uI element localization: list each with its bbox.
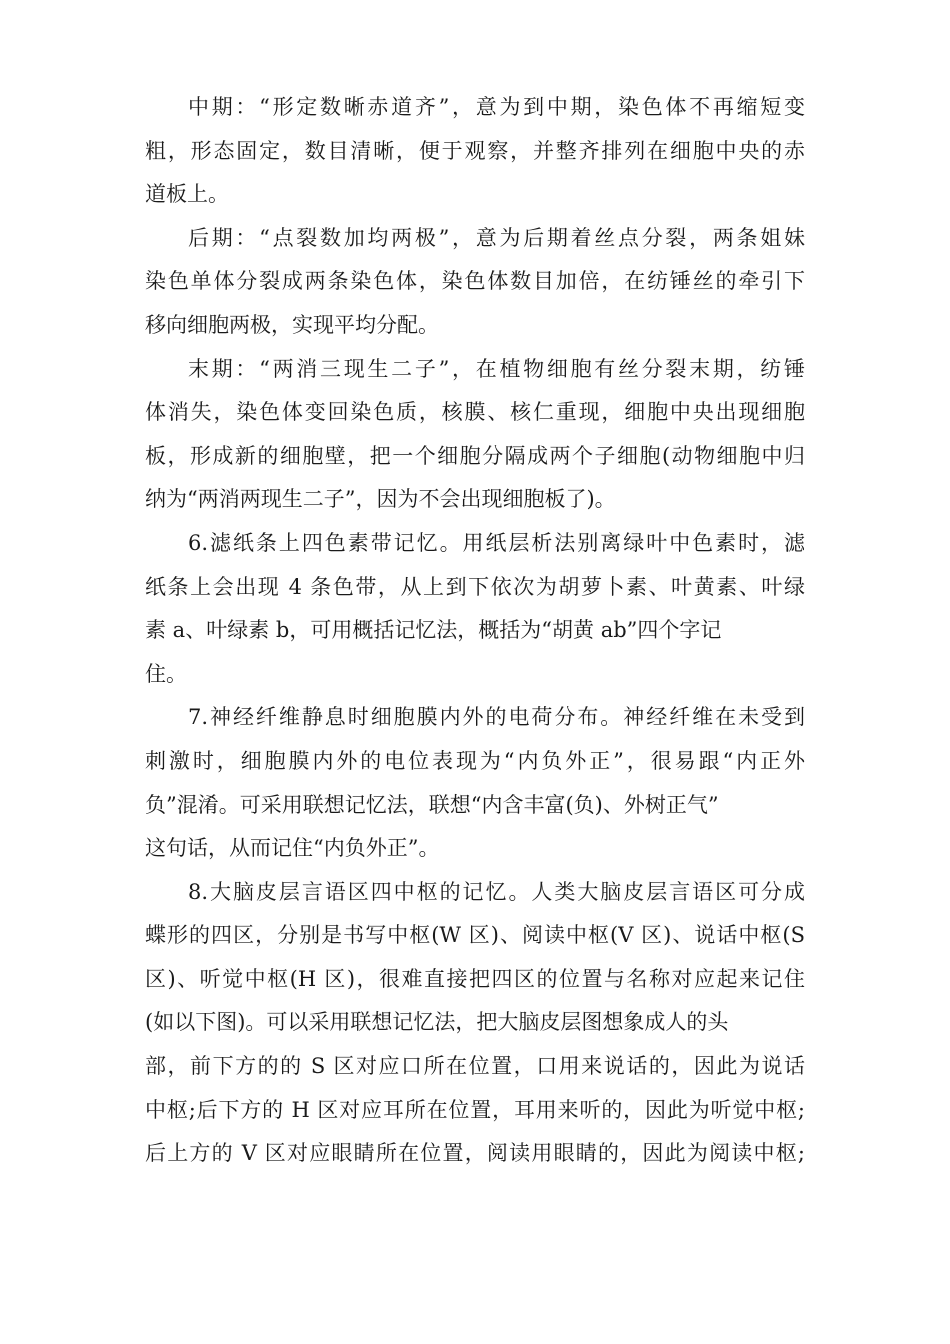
text-line: (如以下图)。可以采用联想记忆法，把大脑皮层图想象成人的头 [145,1010,729,1035]
text-line: 粗，形态固定，数目清晰，便于观察，并整齐排列在细胞中央的赤 [145,138,805,163]
text-line: 部，前下方的的 S 区对应口所在位置，口用来说话的，因此为说话 [145,1054,805,1079]
text-line: 板，形成新的细胞壁，把一个细胞分隔成两个子细胞(动物细胞中归 [145,443,805,468]
text-line: 后上方的 V 区对应眼睛所在位置，阅读用眼睛的，因此为阅读中枢; [145,1141,805,1166]
text-line: 纸条上会出现 4 条色带，从上到下依次为胡萝卜素、叶黄素、叶绿 [145,574,805,599]
text-line: 后期：“点裂数加均两极”，意为后期着丝点分裂，两条姐妹 [188,225,805,250]
text-line: 素 a、叶绿素 b，可用概括记忆法，概括为“胡黄 ab”四个字记 [145,618,722,643]
text-line: 6.滤纸条上四色素带记忆。用纸层析法别离绿叶中色素时，滤 [188,530,805,555]
paragraph-item-6 [145,522,805,696]
text-line: 移向细胞两极，实现平均分配。 [145,312,439,337]
paragraph-anaphase [145,217,805,348]
paragraph-item-8 [145,871,805,1176]
paragraph-item-7 [145,696,805,870]
document-page [145,86,805,1176]
text-line: 刺激时，细胞膜内外的电位表现为“内负外正”，很易跟“内正外 [145,748,805,773]
text-line: 中期：“形定数晰赤道齐”，意为到中期，染色体不再缩短变 [188,95,805,119]
text-line: 道板上。 [145,182,229,207]
text-line: 住。 [145,661,187,686]
text-line: 体消失，染色体变回染色质，核膜、核仁重现，细胞中央出现细胞 [145,400,805,425]
text-line: 蝶形的四区，分别是书写中枢(W 区)、阅读中枢(V 区)、说话中枢(S [145,923,805,948]
text-line: 这句话，从而记住“内负外正”。 [145,836,440,861]
text-line: 8.大脑皮层言语区四中枢的记忆。人类大脑皮层言语区可分成 [188,879,805,904]
text-line: 纳为“两消两现生二子”，因为不会出现细胞板了)。 [145,487,616,512]
paragraph-metaphase [145,86,805,217]
text-line: 末期：“两消三现生二子”，在植物细胞有丝分裂末期，纺锤 [188,356,805,381]
text-line: 负”混淆。可采用联想记忆法，联想“内含丰富(负)、外树正气” [145,792,719,817]
text-line: 7.神经纤维静息时细胞膜内外的电荷分布。神经纤维在未受到 [188,705,805,730]
text-line: 区)、听觉中枢(H 区)，很难直接把四区的位置与名称对应起来记住 [145,966,805,991]
paragraph-telophase [145,348,805,522]
text-line: 中枢;后下方的 H 区对应耳所在位置，耳用来听的，因此为听觉中枢; [145,1097,805,1122]
text-line: 染色单体分裂成两条染色体，染色体数目加倍，在纺锤丝的牵引下 [145,269,805,294]
